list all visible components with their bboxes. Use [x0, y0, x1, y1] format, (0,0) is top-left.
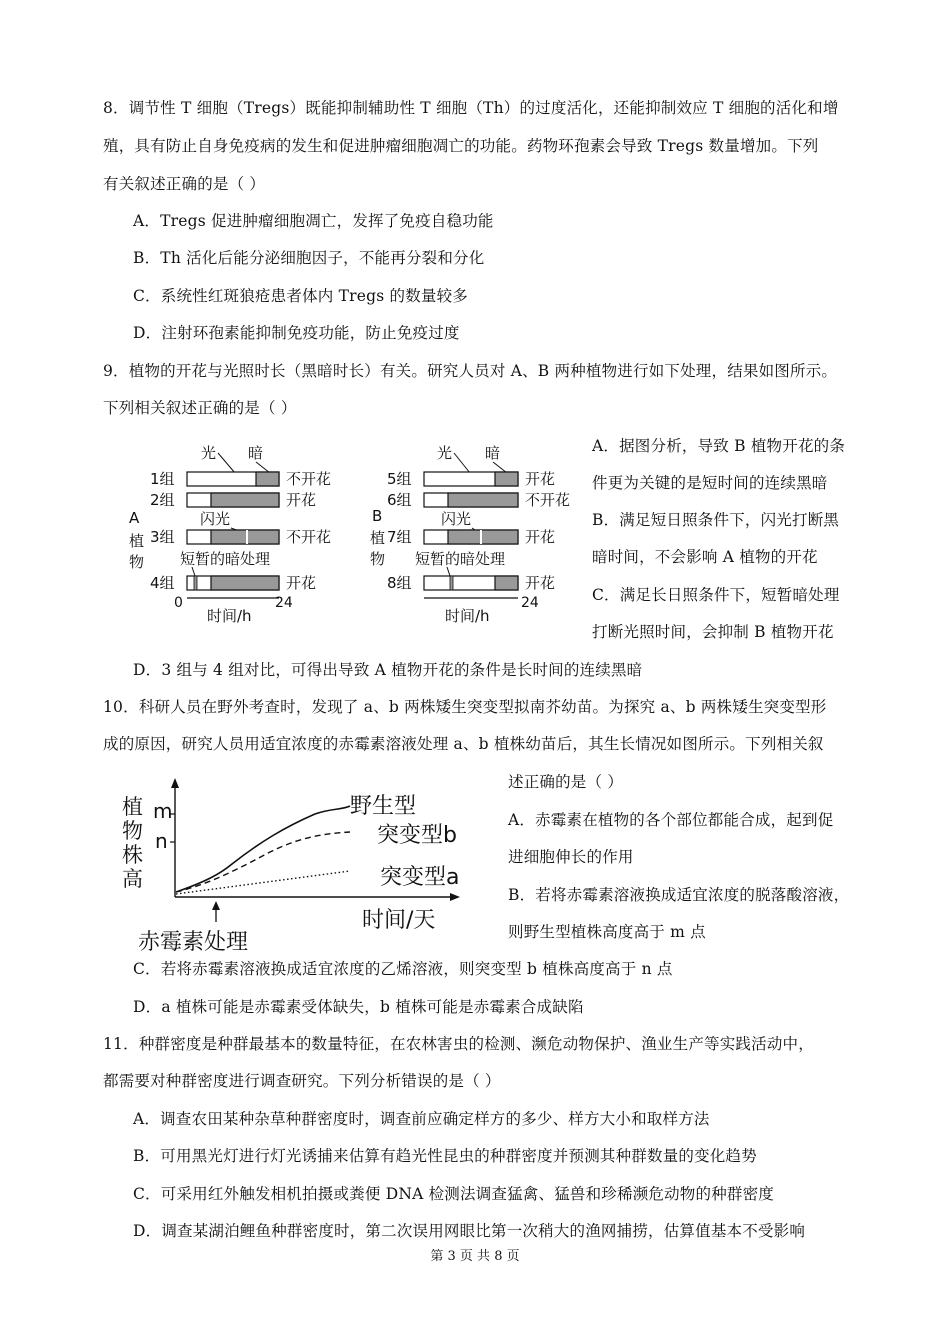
- group-4-result: 开花: [286, 574, 317, 592]
- q8-option-b: B．Th 活化后能分泌细胞因子，不能再分裂和分化: [133, 249, 485, 267]
- group-5-label: 5组: [387, 470, 412, 488]
- q11-option-b: B．可用黑光灯进行灯光诱捕来估算有趋光性昆虫的种群密度并预测其种群数量的变化趋势: [133, 1147, 757, 1165]
- group-7-label: 7组: [387, 528, 412, 546]
- label-dark-b: 暗: [485, 444, 501, 462]
- group-7-result: 开花: [525, 528, 556, 546]
- q11-stem-line-1: 11．种群密度是种群最基本的数量特征，在农林害虫的检测、濒危动物保护、渔业生产等实践活动中，: [103, 1035, 814, 1053]
- series-wild-type-line: [176, 806, 350, 892]
- q8-stem-line-1: 8．调节性 T 细胞（Tregs）既能抑制辅助性 T 细胞（Th）的过度活化，还能抑制效应 T 细胞的活化和增: [103, 99, 839, 117]
- q9-option-b-line-2: 暗时间，不会影响 A 植物的开花: [592, 548, 818, 566]
- q9-option-c-line-2: 打断光照时间，会抑制 B 植物开花: [592, 623, 834, 641]
- group-4-label: 4组: [150, 574, 175, 592]
- series-wild-type-label: 野生型: [350, 794, 417, 819]
- q10-option-b-line-1: B．若将赤霉素溶液换成适宜浓度的脱落酸溶液，: [508, 886, 850, 904]
- group-8-brief-dark-mark: [450, 576, 453, 590]
- y-axis-arrow: [171, 778, 179, 788]
- group-6-label: 6组: [387, 491, 412, 509]
- q11-option-c: C．可采用红外触发相机拍摄或粪便 DNA 检测法调查猛禽、猛兽和珍稀濒危动物的种群密度: [133, 1185, 774, 1203]
- label-flash-b: 闪光: [441, 510, 472, 528]
- series-mutant-b-label: 突变型b: [377, 823, 457, 848]
- q8-option-c: C．系统性红斑狼疮患者体内 Tregs 的数量较多: [133, 287, 469, 305]
- q9-option-a-line-2: 件更为关键的是短时间的连续黑暗: [592, 474, 828, 492]
- series-mutant-a-label: 突变型a: [380, 865, 460, 890]
- treatment-arrowhead: [212, 901, 220, 910]
- x-axis-arrow: [450, 893, 460, 901]
- q10-option-c: C．若将赤霉素溶液换成适宜浓度的乙烯溶液，则突变型 b 植株高度高于 n 点: [133, 960, 673, 978]
- axis-b-label: 时间/h: [445, 607, 490, 625]
- group-6-result: 不开花: [525, 491, 571, 509]
- q9-stem-line-1: 9．植物的开花与光照时长（黑暗时长）有关。研究人员对 A、B 两种植物进行如下处理，结果如图所示。: [103, 362, 838, 380]
- xlabel: 时间/天: [362, 908, 436, 933]
- plant-a-label-1: A: [129, 509, 140, 527]
- group-8-dark-bar: [495, 576, 518, 590]
- group-1-result: 不开花: [286, 470, 332, 488]
- group-4-dark-bar: [211, 576, 279, 590]
- group-3-dark-bar: [211, 530, 279, 544]
- ylabel-char-2: 物: [122, 819, 143, 843]
- q9-stem-line-2: 下列相关叙述正确的是（ ）: [103, 399, 297, 417]
- q11-option-a: A．调查农田某种杂草种群密度时，调查前应确定样方的多少、样方大小和取样方法: [133, 1110, 710, 1128]
- plant-b-label-3: 物: [370, 550, 386, 568]
- plant-b-label-2: 植: [370, 529, 386, 547]
- axis-a-end: 24: [275, 595, 293, 611]
- plant-a-label-2: 植: [129, 532, 145, 550]
- q10-stem-line-2: 成的原因，研究人员用适宜浓度的赤霉素溶液处理 a、b 植株幼苗后，其生长情况如图所示。下列相关叙: [103, 735, 824, 753]
- q10-stem-line-3: 述正确的是（ ）: [508, 773, 624, 791]
- q9-photoperiod-figure: [125, 436, 585, 636]
- label-brief-dark-a: 短暂的暗处理: [180, 550, 271, 568]
- tick-m: m: [153, 799, 173, 823]
- group-8-result: 开花: [525, 574, 556, 592]
- group-4-brief-dark-mark: [194, 576, 197, 590]
- q8-option-d: D．注射环孢素能抑制免疫功能，防止免疫过度: [133, 324, 460, 342]
- group-8-label: 8组: [387, 574, 412, 592]
- group-7-dark-bar: [448, 530, 518, 544]
- q10-option-d: D．a 植株可能是赤霉素受体缺失，b 植株可能是赤霉素合成缺陷: [133, 998, 584, 1016]
- plant-b-label-1: B: [372, 507, 383, 525]
- ylabel-char-4: 高: [122, 867, 143, 891]
- treatment-label: 赤霉素处理: [138, 930, 249, 954]
- group-3-flash-mark: [246, 530, 248, 544]
- group-3-label: 3组: [150, 528, 175, 546]
- q10-stem-line-1: 10．科研人员在野外考查时，发现了 a、b 两株矮生突变型拟南芥幼苗。为探究 a、b 两株矮生突变型形: [103, 698, 827, 716]
- group-6-dark-bar: [448, 493, 518, 507]
- q8-stem-line-2: 殖，具有防止自身免疫病的发生和促进肿瘤细胞凋亡的功能。药物环孢素会导致 Tregs 数量增加。下列: [103, 137, 819, 155]
- q9-option-c-line-1: C．满足长日照条件下，短暂暗处理: [592, 586, 840, 604]
- axis-b-end: 24: [521, 595, 539, 611]
- q10-option-b-line-2: 则野生型植株高度高于 m 点: [508, 923, 706, 941]
- q9-option-a-line-1: A．据图分析，导致 B 植物开花的条: [592, 437, 846, 455]
- label-light-a: 光: [201, 444, 217, 462]
- ylabel-char-1: 植: [122, 795, 143, 819]
- group-2-label: 2组: [150, 491, 175, 509]
- plant-a-label-3: 物: [129, 553, 145, 571]
- tick-n: n: [155, 829, 168, 853]
- axis-a-start: 0: [174, 595, 183, 611]
- group-3-result: 不开花: [286, 528, 332, 546]
- label-flash-a: 闪光: [200, 510, 231, 528]
- group-1-dark-bar: [256, 472, 279, 486]
- label-light-b: 光: [437, 444, 453, 462]
- q11-option-d: D．调查某湖泊鲤鱼种群密度时，第二次误用网眼比第一次稍大的渔网捕捞，估算值基本不受影响: [133, 1222, 806, 1240]
- q10-option-a-line-1: A．赤霉素在植物的各个部位都能合成，起到促: [508, 811, 834, 829]
- page-footer: 第 3 页 共 8 页: [430, 1249, 520, 1264]
- q9-option-d: D．3 组与 4 组对比，可得出导致 A 植物开花的条件是长时间的连续黑暗: [133, 661, 643, 679]
- ylabel-char-3: 株: [122, 843, 143, 867]
- q10-option-a-line-2: 进细胞伸长的作用: [508, 848, 634, 866]
- group-7-flash-mark: [480, 530, 482, 544]
- label-dark-a: 暗: [248, 444, 264, 462]
- q11-stem-line-2: 都需要对种群密度进行调查研究。下列分析错误的是（ ）: [103, 1072, 501, 1090]
- group-2-dark-bar: [211, 493, 279, 507]
- q9-option-b-line-1: B．满足短日照条件下，闪光打断黑: [592, 511, 840, 529]
- group-5-result: 开花: [525, 470, 556, 488]
- axis-a-label: 时间/h: [207, 607, 252, 625]
- label-brief-dark-b: 短暂的暗处理: [415, 550, 506, 568]
- q8-option-a: A．Tregs 促进肿瘤细胞凋亡，发挥了免疫自稳功能: [133, 212, 494, 230]
- q10-growth-figure: [110, 772, 490, 954]
- group-5-dark-bar: [495, 472, 518, 486]
- group-2-result: 开花: [286, 491, 317, 509]
- group-1-label: 1组: [150, 470, 175, 488]
- q8-stem-line-3: 有关叙述正确的是（ ）: [103, 175, 266, 193]
